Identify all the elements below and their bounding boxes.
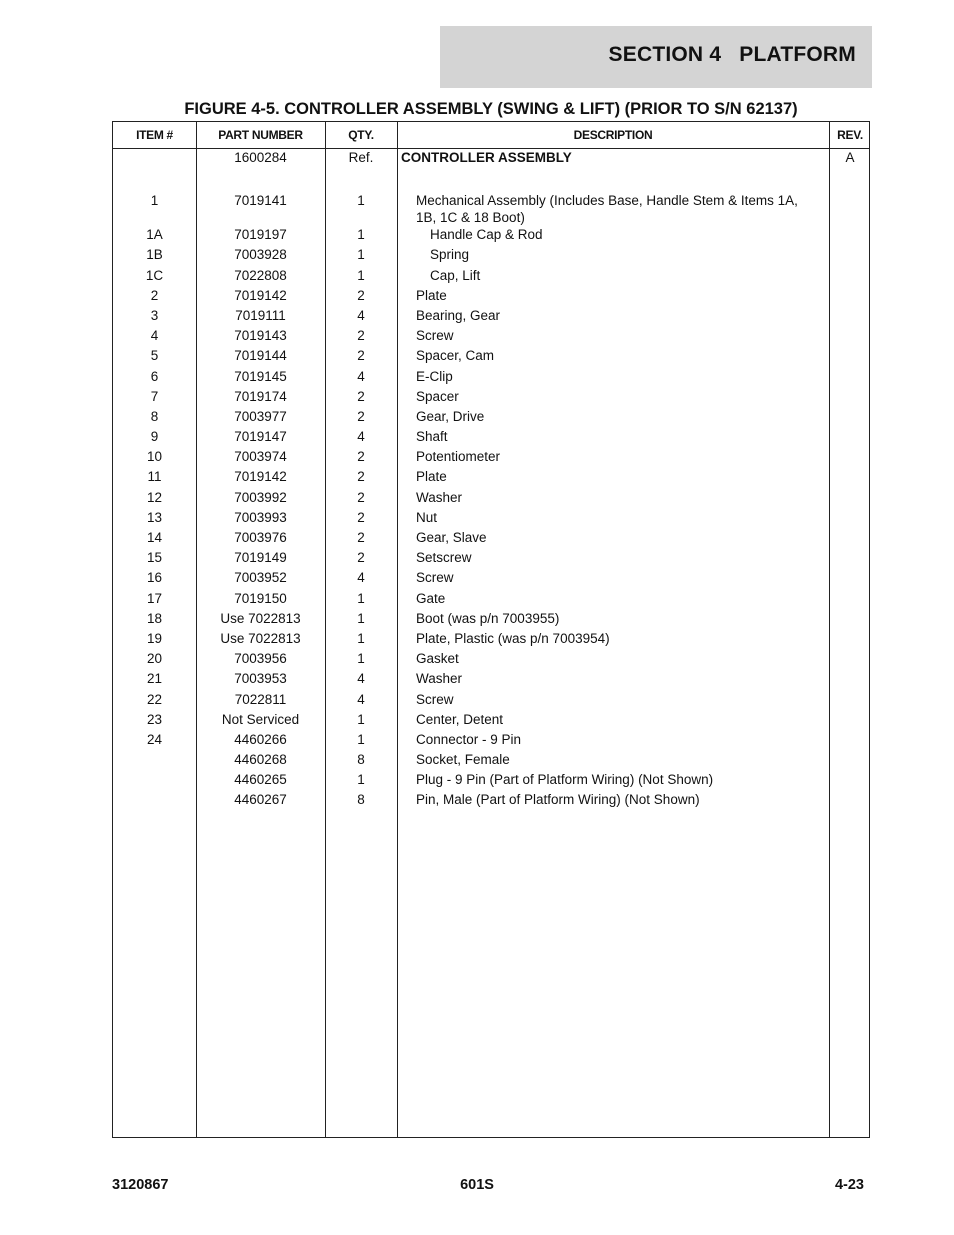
description: CONTROLLER ASSEMBLY	[401, 150, 572, 165]
part-number: 7003953	[234, 671, 287, 687]
description: Pin, Male (Part of Platform Wiring) (Not Shown)	[416, 792, 700, 808]
part-number: 7019147	[234, 429, 287, 445]
item-number: 10	[146, 449, 163, 465]
item-number: 24	[146, 731, 163, 747]
table-row	[113, 226, 869, 246]
quantity: 1	[357, 610, 365, 626]
part-number: 7003993	[234, 509, 287, 525]
item-number: 5	[150, 348, 159, 364]
part-number: 7019144	[234, 348, 287, 364]
part-number: Use 7022813	[220, 630, 301, 646]
table-row	[113, 569, 869, 589]
description: Boot (was p/n 7003955)	[416, 610, 560, 626]
description: Connector - 9 Pin	[416, 731, 522, 747]
item-number: 16	[146, 570, 163, 586]
description: E-Clip	[416, 368, 453, 384]
item-number: 23	[146, 711, 163, 727]
part-number: 7003977	[234, 408, 287, 424]
item-number: 8	[150, 408, 159, 424]
item-number: 19	[146, 630, 163, 646]
quantity: 1	[357, 630, 365, 646]
figure-title: FIGURE 4-5. CONTROLLER ASSEMBLY (SWING & LIFT) (PRIOR TO S/N 62137)	[184, 100, 798, 118]
quantity: 2	[357, 328, 365, 344]
description: Screw	[416, 328, 454, 344]
description: Spacer, Cam	[416, 348, 495, 364]
quantity: 8	[357, 752, 365, 768]
part-number: 7019150	[234, 590, 287, 606]
table-row	[113, 347, 869, 367]
table-row	[113, 368, 869, 388]
quantity: 2	[357, 449, 365, 465]
column-header-part-number: PART NUMBER	[218, 128, 303, 142]
quantity: 1	[357, 772, 365, 788]
part-number: 7019141	[234, 193, 287, 209]
part-number: 4460265	[234, 772, 287, 788]
description: Center, Detent	[416, 711, 504, 727]
table-row	[113, 408, 869, 428]
table-row	[113, 711, 869, 731]
item-number: 18	[146, 610, 163, 626]
table-row	[113, 246, 869, 266]
table-row	[113, 468, 869, 488]
description: Setscrew	[416, 550, 472, 566]
revision: A	[845, 150, 855, 165]
item-number: 4	[150, 328, 159, 344]
item-number: 21	[146, 671, 163, 687]
quantity: 8	[357, 792, 365, 808]
quantity: 2	[357, 287, 365, 303]
table-row	[113, 549, 869, 569]
table-row	[113, 731, 869, 751]
item-number: 13	[146, 509, 163, 525]
column-header-rev: REV.	[837, 128, 863, 142]
part-number: 7019142	[234, 469, 287, 485]
part-number: 7003956	[234, 651, 287, 667]
description: Spring	[430, 247, 470, 263]
quantity: 4	[357, 368, 365, 384]
part-number: 4460268	[234, 752, 287, 768]
quantity: 2	[357, 530, 365, 545]
description: Plate	[416, 287, 447, 303]
description: Gear, Drive	[416, 408, 485, 424]
description: Washer	[416, 671, 463, 687]
table-row	[113, 388, 869, 408]
item-number: 22	[146, 691, 163, 707]
table-row	[113, 327, 869, 347]
description: Nut	[416, 509, 438, 525]
table-row	[113, 691, 869, 711]
table-row	[113, 448, 869, 468]
quantity: Ref.	[348, 150, 374, 165]
description: Plug - 9 Pin (Part of Platform Wiring) (Not Shown)	[416, 772, 714, 788]
table-row	[113, 287, 869, 307]
part-number: 7019142	[234, 287, 287, 303]
quantity: 2	[357, 489, 365, 505]
description: Potentiometer	[416, 449, 501, 465]
description: Spacer	[416, 388, 459, 404]
table-row	[113, 791, 869, 811]
table-row	[113, 650, 869, 670]
description: Socket, Female	[416, 752, 510, 768]
parts-table	[112, 121, 870, 1138]
description: Screw	[416, 691, 454, 707]
part-number: 7022808	[234, 267, 287, 283]
quantity: 2	[357, 408, 365, 424]
description: Plate	[416, 469, 447, 485]
item-number: 1A	[146, 227, 163, 243]
table-row	[113, 192, 869, 226]
item-number: 3	[150, 307, 159, 323]
table-row	[113, 670, 869, 690]
part-number: 7003928	[234, 247, 287, 263]
table-row	[113, 307, 869, 327]
quantity: 4	[357, 429, 365, 445]
item-number: 1B	[146, 247, 163, 263]
table-row	[113, 428, 869, 448]
table-row	[113, 489, 869, 509]
column-header-qty: QTY.	[348, 128, 374, 142]
quantity: 1	[357, 247, 365, 263]
table-row	[113, 610, 869, 630]
section-title: SECTION 4 PLATFORM	[608, 43, 856, 66]
description: Gear, Slave	[416, 530, 487, 545]
item-number: 6	[150, 368, 159, 384]
quantity: 1	[357, 193, 365, 209]
part-number: 4460267	[234, 792, 287, 808]
part-number: 7003952	[234, 570, 287, 586]
item-number: 15	[146, 550, 163, 566]
part-number: 7003974	[234, 449, 287, 465]
part-number: 7022811	[234, 691, 287, 707]
description: Gasket	[416, 651, 459, 667]
description: Gate	[416, 590, 446, 606]
table-row	[113, 630, 869, 650]
table-row	[113, 751, 869, 771]
table-row	[113, 509, 869, 529]
footer-model: 601S	[460, 1177, 494, 1193]
table-row	[113, 771, 869, 791]
item-number: 1C	[145, 267, 164, 283]
item-number: 12	[146, 489, 163, 505]
quantity: 4	[357, 671, 365, 687]
quantity: 2	[357, 388, 365, 404]
part-number: Use 7022813	[220, 610, 301, 626]
quantity: 1	[357, 651, 365, 667]
description: Washer	[416, 489, 463, 505]
quantity: 1	[357, 731, 365, 747]
table-row	[113, 529, 869, 549]
quantity: 2	[357, 550, 365, 566]
part-number: 7019111	[235, 307, 286, 323]
quantity: 1	[357, 590, 365, 606]
description: Plate, Plastic (was p/n 7003954)	[416, 630, 610, 646]
quantity: 2	[357, 509, 365, 525]
part-number: 7003976	[234, 530, 287, 545]
quantity: 2	[357, 469, 365, 485]
footer-page-number: 4-23	[834, 1177, 864, 1193]
footer-doc-number: 3120867	[112, 1177, 169, 1193]
part-number: 7003992	[234, 489, 287, 505]
part-number: 4460266	[234, 731, 287, 747]
part-number: 7019149	[234, 550, 287, 566]
item-number: 11	[147, 469, 162, 485]
item-number: 7	[150, 388, 159, 404]
column-header-description: DESCRIPTION	[573, 128, 653, 142]
table-row	[113, 149, 869, 169]
part-number: 1600284	[234, 150, 287, 165]
description: Bearing, Gear	[416, 307, 501, 323]
description: Shaft	[416, 429, 448, 445]
description: Mechanical Assembly (Includes Base, Handle Stem & Items 1A, 1B, 1C & 18 Boot)	[416, 193, 798, 226]
quantity: 4	[357, 570, 365, 586]
part-number: 7019197	[234, 227, 287, 243]
column-header-item: ITEM #	[136, 128, 173, 142]
item-number: 1	[150, 193, 159, 209]
quantity: 1	[357, 267, 365, 283]
table-row	[113, 267, 869, 287]
item-number: 2	[150, 287, 159, 303]
item-number: 9	[150, 429, 159, 445]
part-number: 7019143	[234, 328, 287, 344]
part-number: Not Serviced	[221, 711, 300, 727]
item-number: 20	[146, 651, 163, 667]
part-number: 7019145	[234, 368, 287, 384]
quantity: 1	[357, 711, 365, 727]
section-header-band	[440, 26, 872, 88]
item-number: 14	[146, 530, 163, 545]
description: Handle Cap & Rod	[430, 227, 543, 243]
item-number: 17	[146, 590, 163, 606]
quantity: 4	[357, 691, 365, 707]
quantity: 2	[357, 348, 365, 364]
quantity: 4	[357, 307, 365, 323]
description: Cap, Lift	[430, 267, 481, 283]
parts-rows	[113, 149, 869, 812]
table-row	[113, 590, 869, 610]
quantity: 1	[357, 227, 365, 243]
part-number: 7019174	[234, 388, 287, 404]
description: Screw	[416, 570, 454, 586]
